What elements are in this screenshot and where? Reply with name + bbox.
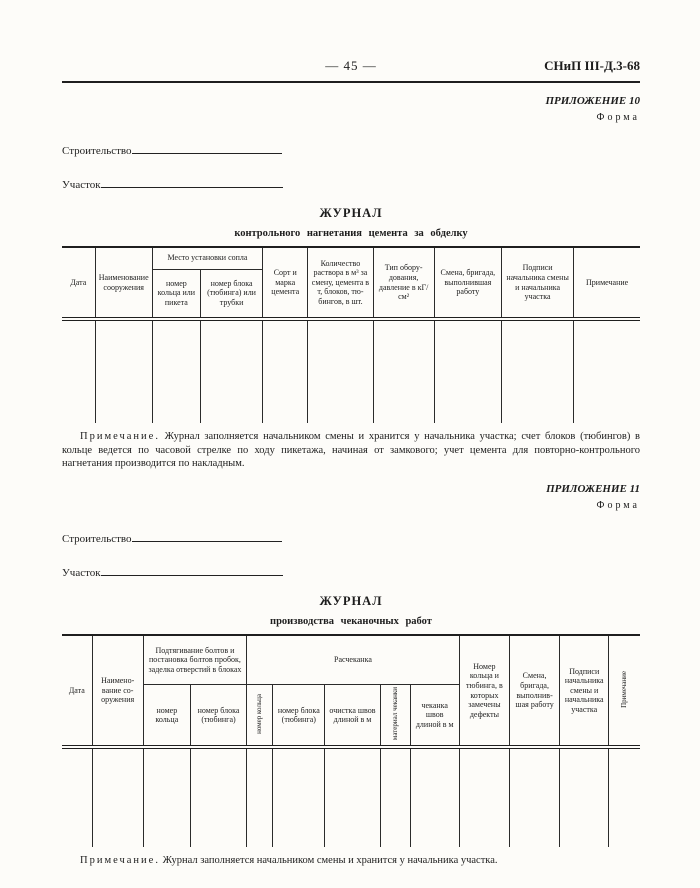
col-shift-brigade: Смена, бригада, выполнившая работу bbox=[434, 247, 501, 319]
empty-cell bbox=[62, 319, 95, 423]
site-field bbox=[62, 176, 640, 191]
col-date: Дата bbox=[62, 247, 95, 319]
empty-cell bbox=[609, 747, 640, 847]
journal-subtitle: производства чеканочных работ bbox=[270, 615, 432, 627]
appendix-11-section bbox=[62, 483, 640, 868]
empty-cell bbox=[509, 747, 559, 847]
caulk-ring-vertical-label: номер кольца bbox=[255, 694, 264, 734]
col-shift-brigade: Смена, бригада, выполнившая работу bbox=[509, 635, 559, 747]
col-equipment-pressure: Тип оборудования, давление в кГ/см² bbox=[373, 247, 434, 319]
header-rule bbox=[62, 81, 640, 83]
form-type-label: Форма bbox=[596, 499, 640, 511]
empty-cell bbox=[308, 319, 373, 423]
col-bolt-ring-number: номер кольца bbox=[143, 685, 190, 747]
empty-cell bbox=[501, 319, 573, 423]
col-defect-numbers: Номер кольца и тюбинга, в которых замечены дефекты bbox=[459, 635, 509, 747]
empty-cell bbox=[247, 747, 273, 847]
col-seam-cleaning: очистка швов длиной в м bbox=[325, 685, 380, 747]
col-caulk-block-number: номер блока (тюбинга) bbox=[273, 685, 325, 747]
empty-cell bbox=[325, 747, 380, 847]
col-bolt-block-number: номер блока (тюбинга) bbox=[190, 685, 246, 747]
appendix-10-section bbox=[62, 95, 640, 471]
empty-cell bbox=[373, 319, 434, 423]
col-quantity: Количество раствора в м³ за смену, цемента в т, блоков, тюбингов, в шт. bbox=[308, 247, 373, 319]
empty-cell bbox=[459, 747, 509, 847]
col-structure-name: Наименование сооружения bbox=[92, 635, 143, 747]
col-signatures: Подписи начальника смены и начальника участка bbox=[560, 635, 609, 747]
col-caulk-material bbox=[380, 685, 410, 747]
construction-blank-line bbox=[132, 142, 282, 154]
appendix-10-label: ПРИЛОЖЕНИЕ 10 bbox=[545, 95, 640, 107]
remark-vertical-label: Примечание bbox=[620, 670, 629, 708]
construction-blank-line bbox=[132, 530, 282, 542]
caulk-material-vertical-label: материал чеканки bbox=[390, 687, 399, 741]
construction-field bbox=[62, 530, 640, 545]
appendix-11-note bbox=[62, 854, 640, 868]
note-text: Журнал заполняется начальником смены и хранится у начальника участка; счет блоков (тюбингов) в кольце ведется по часовой стрелке по ходу пикетажа, начиная от замкового; учет цемента для повторно-контрольного нагнетания производится по накладным. bbox=[62, 431, 640, 470]
col-structure-name: Наименование сооружения bbox=[95, 247, 152, 319]
appendix-11-label: ПРИЛОЖЕНИЕ 11 bbox=[546, 482, 640, 495]
form-type-label: Форма bbox=[596, 112, 640, 123]
col-block-or-tube-number: номер блока (тюбинга) или трубки bbox=[200, 269, 262, 319]
col-caulk-ring-number bbox=[247, 685, 273, 747]
empty-cell bbox=[273, 747, 325, 847]
empty-cell bbox=[190, 747, 246, 847]
empty-cell bbox=[263, 319, 308, 423]
empty-cell bbox=[574, 319, 640, 423]
empty-cell bbox=[380, 747, 410, 847]
appendix-10-note bbox=[62, 430, 640, 471]
empty-cell bbox=[62, 747, 92, 847]
col-date: Дата bbox=[62, 635, 92, 747]
journal-subtitle: контрольного нагнетания цемента за обделку bbox=[234, 228, 468, 239]
site-blank-line bbox=[101, 564, 283, 576]
site-blank-line bbox=[101, 176, 283, 188]
empty-cell bbox=[434, 319, 501, 423]
document-code: СНиП III-Д.3-68 bbox=[544, 58, 640, 73]
site-label: Участок bbox=[62, 179, 101, 191]
col-group-nozzle-place: Место установки сопла bbox=[152, 247, 262, 269]
col-signatures: Подписи начальника смены и начальника участка bbox=[501, 247, 573, 319]
page-number: — 45 — bbox=[325, 58, 377, 73]
col-remark: Примечание bbox=[574, 247, 640, 319]
col-cement-grade: Сорт и марка цемента bbox=[263, 247, 308, 319]
empty-cell bbox=[410, 747, 459, 847]
col-remark bbox=[609, 635, 640, 747]
construction-label: Строительство bbox=[62, 532, 132, 545]
empty-cell bbox=[152, 319, 200, 423]
cement-injection-table bbox=[62, 246, 640, 423]
empty-cell bbox=[200, 319, 262, 423]
table-row bbox=[62, 319, 640, 423]
note-text: Журнал заполняется начальником смены и хранится у начальника участка. bbox=[159, 855, 498, 867]
site-field bbox=[62, 564, 640, 579]
table-row bbox=[62, 747, 640, 847]
note-label: Примечание. bbox=[80, 855, 160, 867]
col-seam-caulking: чеканка швов длиной в м bbox=[410, 685, 459, 747]
construction-field bbox=[62, 142, 640, 157]
journal-title: ЖУРНАЛ bbox=[319, 593, 383, 608]
caulking-works-table bbox=[62, 634, 640, 847]
empty-cell bbox=[95, 319, 152, 423]
note-label: Примечание. bbox=[80, 431, 160, 442]
empty-cell bbox=[92, 747, 143, 847]
running-head bbox=[62, 58, 640, 75]
site-label: Участок bbox=[62, 566, 101, 579]
col-group-bolt-tightening: Подтягивание болтов и постановка болтов пробок, заделка отверстий в блоках bbox=[143, 635, 246, 685]
journal-title: ЖУРНАЛ bbox=[319, 206, 383, 220]
empty-cell bbox=[560, 747, 609, 847]
construction-label: Строительство bbox=[62, 145, 132, 157]
col-ring-or-picket-number: номер кольца или пикета bbox=[152, 269, 200, 319]
col-group-caulking: Расчеканка bbox=[247, 635, 460, 685]
empty-cell bbox=[143, 747, 190, 847]
